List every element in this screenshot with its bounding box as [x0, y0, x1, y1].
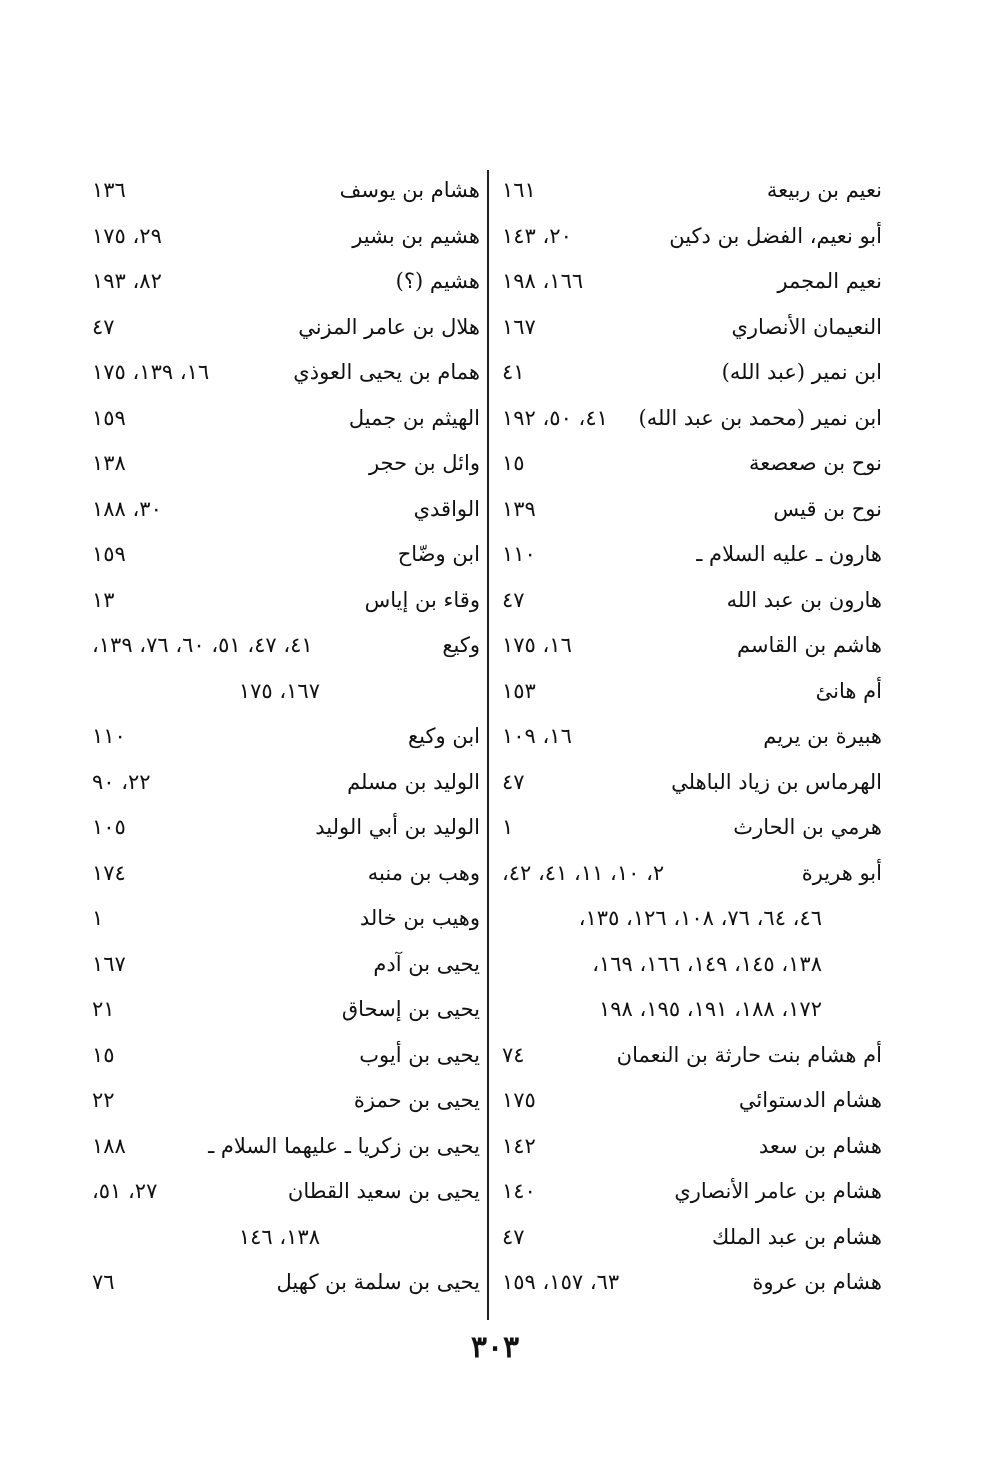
- index-entry: [502, 532, 882, 578]
- index-entry: [92, 942, 480, 988]
- index-entry: [502, 942, 882, 988]
- entry-name: هشام بن يوسف: [339, 178, 480, 202]
- entry-name: الوليد بن أبي الوليد: [315, 815, 480, 839]
- entry-name: يحيى بن أيوب: [359, 1042, 480, 1067]
- entry-name: هرمي بن الحارث: [733, 815, 882, 839]
- entry-pages: ١٦١: [502, 178, 536, 202]
- index-entry: [502, 487, 882, 533]
- entry-pages: ٤١، ٥٠، ١٩٢: [502, 405, 608, 430]
- entry-pages: ٢٢: [92, 1088, 115, 1112]
- entry-pages: ٤٧: [502, 1224, 525, 1249]
- entry-pages: ١٣٨، ١٤٦: [238, 1224, 320, 1249]
- entry-name: يحيى بن سعيد القطان: [287, 1179, 480, 1203]
- entry-pages: ١٦٦، ١٩٨: [502, 269, 584, 293]
- entry-name: هلال بن عامر المزني: [298, 314, 480, 339]
- index-entry: [502, 669, 882, 715]
- entry-pages: ٤٧: [502, 769, 525, 794]
- index-entry: [92, 441, 480, 487]
- entry-pages: ٤٦، ٦٤، ٧٦، ١٠٨، ١٢٦، ١٣٥،: [578, 906, 822, 930]
- entry-pages: ١٨٨: [92, 1133, 126, 1158]
- entry-pages: ١٧٥: [502, 1088, 536, 1112]
- index-entry: [502, 259, 882, 305]
- entry-pages: ٧٦: [92, 1270, 115, 1294]
- index-column-left: [92, 168, 480, 1306]
- index-entry: [92, 1124, 480, 1170]
- entry-pages: ١٣٨: [92, 451, 126, 475]
- index-entry: [502, 305, 882, 351]
- entry-name: يحيى بن سلمة بن كهيل: [276, 1270, 480, 1294]
- entry-name: ابن نمير (عبد الله): [721, 360, 882, 384]
- index-entry: [92, 760, 480, 806]
- entry-name: هارون ـ عليه السلام ـ: [696, 542, 882, 566]
- index-entry: [502, 168, 882, 214]
- entry-pages: ١٣٦: [92, 178, 126, 202]
- index-entry: [92, 487, 480, 533]
- index-column-right: [502, 168, 882, 1306]
- index-entry: [92, 578, 480, 624]
- entry-name: يحيى بن حمزة: [353, 1088, 480, 1112]
- entry-pages: ١٧٤: [92, 860, 126, 885]
- index-entry: [92, 1033, 480, 1079]
- entry-pages: ١١٠: [502, 542, 536, 566]
- entry-name: هشيم (؟): [395, 269, 480, 293]
- index-entry: [502, 896, 882, 942]
- index-entry: [502, 760, 882, 806]
- index-entry: [502, 851, 882, 897]
- entry-pages: ١: [92, 906, 104, 930]
- entry-name: النعيمان الأنصاري: [731, 314, 882, 339]
- entry-pages: ١: [502, 815, 514, 839]
- entry-name: الهيثم بن جميل: [348, 405, 480, 430]
- entry-pages: ٢٧، ٥١،: [92, 1179, 158, 1203]
- entry-pages: ١٦، ١٧٥: [502, 633, 572, 657]
- entry-name: همام بن يحيى العوذي: [293, 360, 480, 384]
- entry-pages: ١٥٩: [92, 405, 126, 430]
- entry-pages: ٤٧: [502, 587, 525, 612]
- entry-pages: ٢٢، ٩٠: [92, 769, 151, 794]
- entry-pages: ٧٤: [502, 1042, 525, 1067]
- index-entry: [502, 441, 882, 487]
- entry-pages: ٢١: [92, 997, 115, 1021]
- entry-pages: ٤١، ٤٧، ٥١، ٦٠، ٧٦، ١٣٩،: [92, 633, 313, 657]
- entry-name: ابن وضّاح: [397, 542, 480, 566]
- index-entry: [502, 214, 882, 260]
- entry-pages: ١٧٢، ١٨٨، ١٩١، ١٩٥، ١٩٨: [598, 997, 822, 1021]
- entry-name: نعيم بن ربيعة: [766, 178, 882, 202]
- entry-pages: ٤٧: [92, 314, 115, 339]
- index-entry: [92, 305, 480, 351]
- entry-name: هارون بن عبد الله: [726, 587, 882, 612]
- index-entry: [92, 896, 480, 942]
- entry-name: هشام بن عامر الأنصاري: [674, 1179, 882, 1203]
- entry-pages: ٣٠، ١٨٨: [92, 496, 162, 521]
- entry-pages: ١٥٩: [92, 542, 126, 566]
- entry-name: ابن وكيع: [408, 724, 480, 748]
- entry-name: نوح بن صعصعة: [749, 451, 882, 475]
- entry-pages: ١٦٧: [92, 951, 126, 976]
- entry-name: الهرماس بن زياد الباهلي: [671, 769, 882, 794]
- entry-pages: ١٣: [92, 587, 115, 612]
- entry-pages: ١٥: [502, 451, 525, 475]
- index-entry: [92, 1260, 480, 1306]
- entry-name: أم هشام بنت حارثة بن النعمان: [616, 1042, 882, 1067]
- entry-pages: ٢٠، ١٤٣: [502, 223, 572, 248]
- entry-pages: ١١٠: [92, 724, 126, 748]
- index-entry: [92, 350, 480, 396]
- entry-pages: ١٦٧، ١٧٥: [238, 678, 320, 703]
- entry-pages: ٨٢، ١٩٣: [92, 269, 162, 293]
- index-entry: [92, 669, 480, 715]
- page-number: ٣٠٣: [470, 1330, 520, 1365]
- index-entry: [502, 1124, 882, 1170]
- entry-pages: ٢، ١٠، ١١، ٤١، ٤٢،: [502, 860, 665, 885]
- index-entry: [92, 1169, 480, 1215]
- index-entry: [502, 714, 882, 760]
- entry-pages: ١٦٧: [502, 314, 536, 339]
- entry-name: هبيرة بن يريم: [763, 724, 882, 748]
- entry-pages: ١٠٥: [92, 815, 126, 839]
- index-entry: [92, 396, 480, 442]
- index-entry: [502, 987, 882, 1033]
- index-entry: [92, 714, 480, 760]
- index-entry: [92, 168, 480, 214]
- entry-name: وقاء بن إياس: [364, 587, 480, 612]
- index-entry: [92, 987, 480, 1033]
- entry-name: وهب بن منبه: [367, 860, 480, 885]
- entry-name: يحيى بن إسحاق: [341, 997, 480, 1021]
- index-entry: [92, 1078, 480, 1124]
- index-entry: [92, 805, 480, 851]
- entry-name: هشيم بن بشير: [352, 223, 480, 248]
- entry-name: وكيع: [442, 633, 480, 657]
- entry-pages: ١٥٣: [502, 678, 536, 703]
- entry-name: أبو نعيم، الفضل بن دكين: [669, 223, 882, 248]
- index-entry: [502, 1215, 882, 1261]
- entry-name: وائل بن حجر: [368, 451, 480, 475]
- index-entry: [502, 1033, 882, 1079]
- entry-name: ابن نمير (محمد بن عبد الله): [638, 405, 882, 430]
- entry-name: وهيب بن خالد: [359, 906, 480, 930]
- entry-name: هشام الدستوائي: [738, 1088, 882, 1112]
- index-entry: [502, 805, 882, 851]
- column-divider: [487, 170, 489, 1320]
- entry-pages: ١٦، ١٠٩: [502, 724, 572, 748]
- entry-name: هشام بن سعد: [758, 1133, 882, 1158]
- entry-name: الوليد بن مسلم: [347, 769, 480, 794]
- entry-name: نعيم المجمر: [777, 269, 882, 293]
- index-entry: [92, 532, 480, 578]
- entry-name: هاشم بن القاسم: [736, 633, 882, 657]
- entry-name: أم هانئ: [815, 678, 882, 703]
- entry-pages: ١٣٩: [502, 496, 536, 521]
- entry-name: نوح بن قيس: [773, 496, 882, 521]
- entry-pages: ٢٩، ١٧٥: [92, 223, 162, 248]
- entry-pages: ١٦، ١٣٩، ١٧٥: [92, 360, 210, 384]
- index-entry: [502, 1260, 882, 1306]
- entry-pages: ٤١: [502, 360, 525, 384]
- entry-name: هشام بن عروة: [752, 1270, 882, 1294]
- entry-pages: ١٤٢: [502, 1133, 536, 1158]
- entry-pages: ١٣٨، ١٤٥، ١٤٩، ١٦٦، ١٦٩،: [592, 951, 822, 976]
- index-entry: [92, 1215, 480, 1261]
- index-entry: [502, 396, 882, 442]
- index-entry: [92, 259, 480, 305]
- index-entry: [92, 214, 480, 260]
- entry-name: يحيى بن زكريا ـ عليهما السلام ـ: [208, 1133, 480, 1158]
- entry-name: الواقدي: [413, 496, 480, 521]
- entry-name: هشام بن عبد الملك: [712, 1224, 882, 1249]
- index-entry: [92, 623, 480, 669]
- entry-pages: ١٤٠: [502, 1179, 536, 1203]
- index-entry: [502, 1078, 882, 1124]
- entry-pages: ١٥: [92, 1042, 115, 1067]
- index-entry: [92, 851, 480, 897]
- index-entry: [502, 578, 882, 624]
- index-entry: [502, 623, 882, 669]
- entry-name: يحيى بن آدم: [373, 951, 480, 976]
- index-entry: [502, 350, 882, 396]
- entry-name: أبو هريرة: [801, 860, 882, 885]
- entry-pages: ٦٣، ١٥٧، ١٥٩: [502, 1270, 620, 1294]
- index-entry: [502, 1169, 882, 1215]
